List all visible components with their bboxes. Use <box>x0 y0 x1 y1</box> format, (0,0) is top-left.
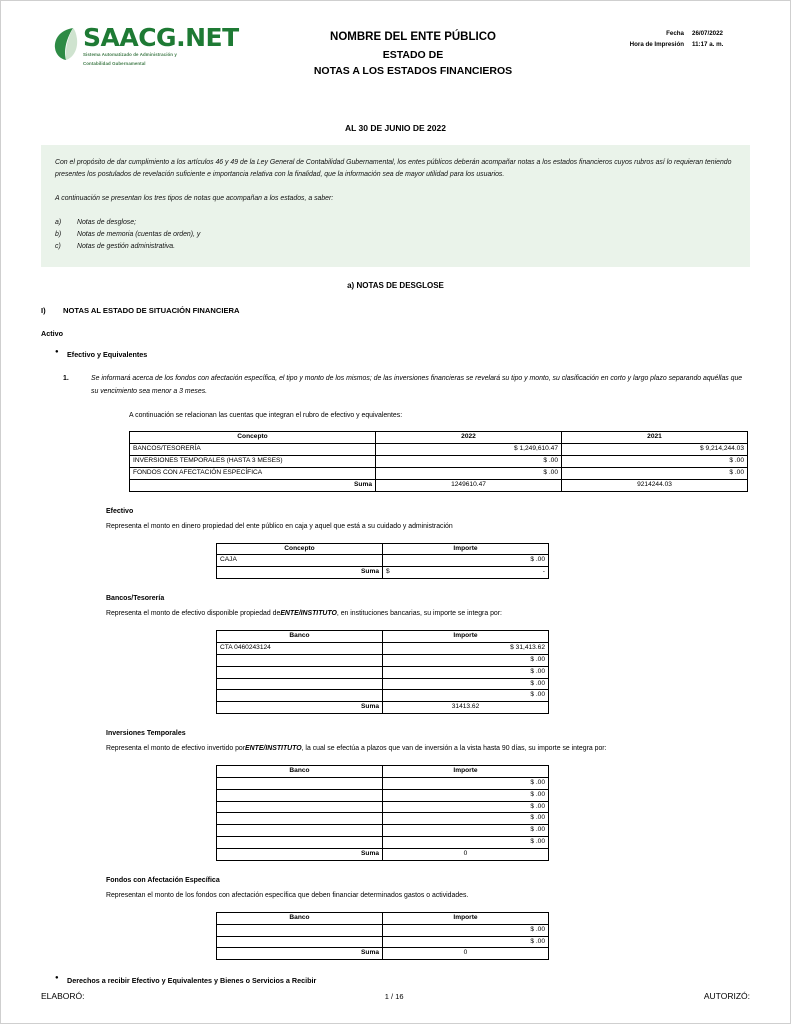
cell-banco <box>217 654 383 666</box>
logo-subtitle-line1: Sistema Automatizado de Administración y <box>83 52 177 57</box>
report-type: ESTADO DE <box>382 48 444 61</box>
sum-label: Suma <box>217 702 383 714</box>
list-item <box>55 241 736 253</box>
cell-importe: $ .00 <box>383 924 549 936</box>
table-row <box>217 936 549 948</box>
header-titles <box>256 25 570 79</box>
list-marker: c) <box>55 243 61 251</box>
sum-label: Suma <box>217 567 383 579</box>
table-header-row <box>217 543 549 555</box>
note-types-list <box>55 217 736 253</box>
cell-banco <box>217 813 383 825</box>
sum-value: - <box>542 568 545 576</box>
table-row <box>217 642 549 654</box>
table-row <box>217 666 549 678</box>
date-label: Fecha <box>666 30 684 37</box>
fondos-description: Representan el monto de los fondos con afectación específica que deben financiar determinados gastos o actividades. <box>106 892 469 900</box>
bancos-desc-pre: Representa el monto de efectivo disponible propiedad de <box>106 610 281 618</box>
leaf-icon <box>53 27 79 61</box>
date-value: 26/07/2022 <box>692 30 723 37</box>
cell-banco <box>217 777 383 789</box>
table-row <box>217 813 549 825</box>
list-item <box>55 229 736 241</box>
table-inversiones-wrap <box>41 765 750 861</box>
cell-banco <box>217 837 383 849</box>
table-efectivo-equivalentes <box>129 431 748 491</box>
cell-importe: $ 31,413.62 <box>383 642 549 654</box>
table-row <box>217 654 549 666</box>
bancos-heading: Bancos/Tesorería <box>106 595 165 603</box>
table-row <box>217 924 549 936</box>
fondos-heading: Fondos con Afectación Específica <box>106 877 220 885</box>
cell-banco <box>217 666 383 678</box>
table-header-row <box>217 912 549 924</box>
cell-banco <box>217 924 383 936</box>
activo-heading: Activo <box>41 329 63 339</box>
col-concepto: Concepto <box>130 432 376 444</box>
cell-importe: $ .00 <box>383 825 549 837</box>
cell-2021: $ 9,214,244.03 <box>562 444 748 456</box>
entity-name: NOMBRE DEL ENTE PÚBLICO <box>330 31 496 43</box>
bancos-description <box>41 608 750 620</box>
page-number: 1 / 16 <box>384 992 404 1001</box>
elaboro-label: ELABORÓ: <box>41 991 85 1001</box>
cell-importe: $ .00 <box>383 801 549 813</box>
section-a-title: a) NOTAS DE DESGLOSE <box>347 281 444 291</box>
col-concepto: Concepto <box>217 543 383 555</box>
cell-2022: $ 1,249,610.47 <box>376 444 562 456</box>
cell-2021: $ .00 <box>562 456 748 468</box>
intro-note-box <box>41 145 750 267</box>
table-sum-row <box>217 567 549 579</box>
bancos-desc-post: , en instituciones bancarias, su importe se integra por: <box>336 610 502 618</box>
table-bancos-wrap <box>41 630 750 714</box>
sum-importe: 0 <box>383 948 549 960</box>
intro-paragraph-1: Con el propósito de dar cumplimiento a los artículos 46 y 49 de la Ley General de Contabilidad Gubernamental, los entes públicos deberán acompañar notas a los estados financieros cuyos rubros así lo requieran teniendo presentes los postulados de revelación suficiente e importancia relativa con la finalidad, que la información sea de mayor utilidad para los usuarios. <box>55 159 732 179</box>
report-title: NOTAS A LOS ESTADOS FINANCIEROS <box>313 65 513 78</box>
cell-banco <box>217 825 383 837</box>
bullet-derechos-a-recibir: ● Derechos a recibir Efectivo y Equivalentes y Bienes o Servicios a Recibir <box>67 976 750 985</box>
cell-2022: $ .00 <box>376 456 562 468</box>
sum-2021: 9214244.03 <box>562 479 748 491</box>
col-banco: Banco <box>217 765 383 777</box>
table-row <box>217 678 549 690</box>
col-banco: Banco <box>217 630 383 642</box>
cell-2022: $ .00 <box>376 468 562 480</box>
cell-banco <box>217 678 383 690</box>
sum-2022: 1249610.47 <box>376 479 562 491</box>
logo <box>41 25 256 67</box>
table-row <box>217 801 549 813</box>
table-header-row <box>130 432 748 444</box>
print-time-value: 11:17 a. m. <box>692 40 724 48</box>
table-fondos-wrap <box>41 912 750 961</box>
efectivo-heading: Efectivo <box>106 507 134 515</box>
sum-label: Suma <box>217 948 383 960</box>
note-item-1-text: Se informará acerca de los fondos con afectación específica, el tipo y monto de los mismos; de las inversiones financieras se revelará su tipo y monto, su clasificación en corto y largo plazo separando aquéllas que su vencimiento sea menor a 3 meses. <box>91 375 743 395</box>
table-sum-row <box>217 948 549 960</box>
cell-importe: $ .00 <box>383 678 549 690</box>
cell-concepto: FONDOS CON AFECTACIÓN ESPECÍFICA <box>130 468 376 480</box>
bancos-desc-entity: ENTE/INSTITUTO <box>280 610 337 618</box>
list-marker: b) <box>55 231 62 239</box>
cell-concepto: BANCOS/TESORERÍA <box>130 444 376 456</box>
col-importe: Importe <box>383 543 549 555</box>
sum-importe: 0 <box>383 849 549 861</box>
logo-title: SAACG.NET <box>83 23 239 52</box>
cell-importe: $ .00 <box>383 690 549 702</box>
cell-importe: $ .00 <box>383 813 549 825</box>
col-importe: Importe <box>383 630 549 642</box>
table-row <box>130 456 748 468</box>
table-efectivo-wrap <box>41 543 750 580</box>
table-header-row <box>217 765 549 777</box>
cell-banco <box>217 801 383 813</box>
table-row <box>217 837 549 849</box>
intro-paragraph-2: A continuación se presentan los tres tipos de notas que acompañan a los estados, a saber: <box>55 195 334 203</box>
table-row <box>217 690 549 702</box>
table-row <box>130 444 748 456</box>
page-footer <box>41 991 750 1001</box>
cell-importe: $ .00 <box>383 789 549 801</box>
cell-importe: $ .00 <box>383 555 549 567</box>
list-text: Notas de gestión administrativa. <box>77 243 176 251</box>
list-item <box>55 217 736 229</box>
sum-importe <box>383 567 549 579</box>
logo-subtitle-line2: Contabilidad Gubernamental <box>83 60 146 66</box>
table-sum-row <box>217 702 549 714</box>
cell-importe: $ .00 <box>383 654 549 666</box>
section-i-title: NOTAS AL ESTADO DE SITUACIÓN FINANCIERA <box>63 306 240 316</box>
sum-label: Suma <box>130 479 376 491</box>
table-fondos <box>216 912 549 961</box>
cell-importe: $ .00 <box>383 666 549 678</box>
cell-banco <box>217 789 383 801</box>
cell-2021: $ .00 <box>562 468 748 480</box>
header-meta <box>570 25 750 50</box>
note-item-1 <box>41 373 750 397</box>
list-text: Notas de memoria (cuentas de orden), y <box>77 231 201 239</box>
inversiones-desc-pre: Representa el monto de efectivo invertido por <box>106 745 246 753</box>
cell-concepto: INVERSIONES TEMPORALES (HASTA 3 MESES) <box>130 456 376 468</box>
table-row <box>217 555 549 567</box>
table-header-row <box>217 630 549 642</box>
cell-banco <box>217 936 383 948</box>
sum-label: Suma <box>217 849 383 861</box>
inversiones-desc-post: , la cual se efectúa a plazos que van de inversión a la vista hasta 90 días, su importe se integra por: <box>301 745 607 753</box>
cell-concepto: CAJA <box>217 555 383 567</box>
section-i-heading <box>41 306 750 315</box>
table-row <box>217 825 549 837</box>
efectivo-description: Representa el monto en dinero propiedad del ente público en caja y aquel que está a su cuidado y administración <box>106 522 453 530</box>
cell-importe: $ .00 <box>383 837 549 849</box>
inversiones-description <box>41 743 750 755</box>
note-item-1-marker: 1. <box>63 375 69 383</box>
bullet-efectivo-equivalentes: ● Efectivo y Equivalentes <box>67 350 750 359</box>
print-time-label: Hora de Impresión <box>629 40 684 48</box>
cell-importe: $ .00 <box>383 777 549 789</box>
cell-importe: $ .00 <box>383 936 549 948</box>
cell-banco <box>217 690 383 702</box>
table-row <box>130 468 748 480</box>
table-inversiones <box>216 765 549 861</box>
autorizo-label: AUTORIZÓ: <box>703 991 750 1001</box>
sum-importe: 31413.62 <box>383 702 549 714</box>
table-sum-row <box>217 849 549 861</box>
table-efectivo-equivalentes-wrap <box>41 431 750 491</box>
period-title: AL 30 DE JUNIO DE 2022 <box>345 123 446 133</box>
cell-banco: CTA 0460243124 <box>217 642 383 654</box>
col-2022: 2022 <box>376 432 562 444</box>
list-text: Notas de desglose; <box>77 219 136 227</box>
list-marker: a) <box>55 219 62 227</box>
inversiones-desc-entity: ENTE/INSTITUTO <box>245 745 302 753</box>
table-bancos <box>216 630 549 714</box>
table-row <box>217 789 549 801</box>
col-2021: 2021 <box>562 432 748 444</box>
table-sum-row <box>130 479 748 491</box>
section-i-number: I) <box>41 306 46 316</box>
col-banco: Banco <box>217 912 383 924</box>
col-importe: Importe <box>383 912 549 924</box>
sum-currency: $ <box>386 568 390 576</box>
table-row <box>217 777 549 789</box>
page-header <box>41 25 750 87</box>
table-efectivo <box>216 543 549 580</box>
col-importe: Importe <box>383 765 549 777</box>
table1-intro: A continuación se relacionan las cuentas que integran el rubro de efectivo y equivalentes: <box>129 411 403 419</box>
inversiones-heading: Inversiones Temporales <box>106 730 186 738</box>
